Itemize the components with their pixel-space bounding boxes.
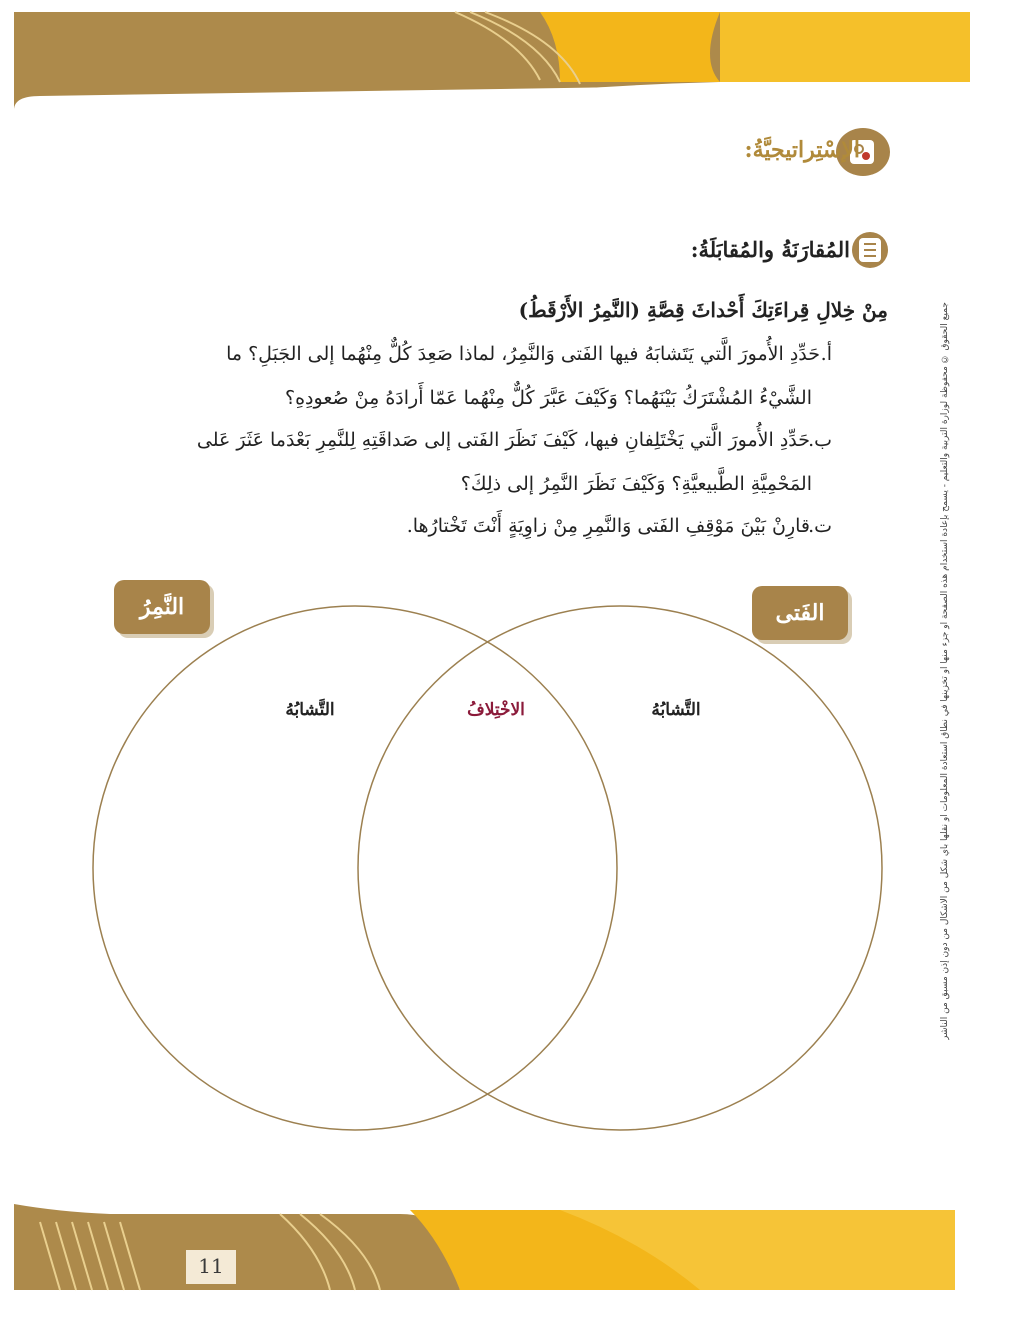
question-a-letter <box>800 332 832 376</box>
copyright-side-note: جميع الحقوق © محفوظة لوزارة التربية والتعليم - يسمح بإعادة استخدام هذه الصفحة أو جزء منها أو تخزينها في نطاق استعادة المعلومات أو نقلها بأي شكل من الأشكال من دون إذن مسبق من الناشر <box>940 302 950 1040</box>
strategy-label: الإسْتِراتيجيَّةُ: <box>744 137 860 163</box>
right-circle-title: الفَتى <box>752 586 848 640</box>
intro-text: مِنْ خِلالِ قِراءَتِكَ أَحْداثَ قِصَّةِ (النَّمِرُ الأَرْقَطُ) <box>518 298 888 322</box>
question-letter: ب. <box>808 429 832 451</box>
question-b-line2 <box>300 462 812 506</box>
method-badge <box>852 232 888 268</box>
bottom-banner-shape <box>14 1204 460 1290</box>
difference-label: الاخْتِلافُ <box>467 700 525 720</box>
question-c-text-1: قارِنْ بَيْنَ مَوْقِفِ الفَتى وَالنَّمِرِ مِنْ زاوِيَةٍ أَنْتَ تَخْتارُها. <box>406 515 810 537</box>
top-gold-accent <box>540 12 720 82</box>
checklist-icon <box>859 238 881 262</box>
question-a-line2 <box>200 376 812 420</box>
question-a-text-1: حَدِّدِ الأُمورَ الَّتي يَتَشابَهُ فيها الفَتى وَالنَّمِرُ، لماذا صَعِدَ كُلٌّ مِنْهُما إلى الجَبَلِ؟ ما <box>226 343 820 365</box>
question-a-text-2: الشَّيْءُ المُشْتَرَكُ بَيْنَهُما؟ وَكَيْفَ عَبَّرَ كُلٌّ مِنْهُما عَمّا أَرادَهُ مِنْ صُعودِهِ؟ <box>285 387 812 409</box>
page-number: 11 <box>198 1254 224 1278</box>
left-circle-title: النَّمِرُ <box>114 580 210 634</box>
question-letter: أ. <box>820 343 832 365</box>
left-similarity-label: التَّشابُهُ <box>285 700 335 720</box>
question-letter: ت. <box>808 515 832 537</box>
question-b-text-1: حَدِّدِ الأُمورَ الَّتي يَخْتَلِفانِ فيها، كَيْفَ نَظَرَ الفَتى إلى صَداقَتِهِ لِلنَّمِرِ بَعْدَما عَثَرَ عَلى <box>196 429 810 451</box>
question-b-text-2: المَحْمِيَّةِ الطَّبيعيَّةِ؟ وَكَيْفَ نَظَرَ النَّمِرُ إلى ذلِكَ؟ <box>460 473 812 495</box>
question-b-letter <box>800 418 832 462</box>
question-b-line1 <box>150 418 810 462</box>
question-c-letter <box>800 504 832 548</box>
right-similarity-label: التَّشابُهُ <box>651 700 701 720</box>
method-label: المُقارَنَةُ والمُقابَلَةُ: <box>690 237 850 262</box>
top-gold-right <box>720 12 970 82</box>
question-a-line1 <box>160 332 820 376</box>
question-c-line1 <box>300 504 810 548</box>
